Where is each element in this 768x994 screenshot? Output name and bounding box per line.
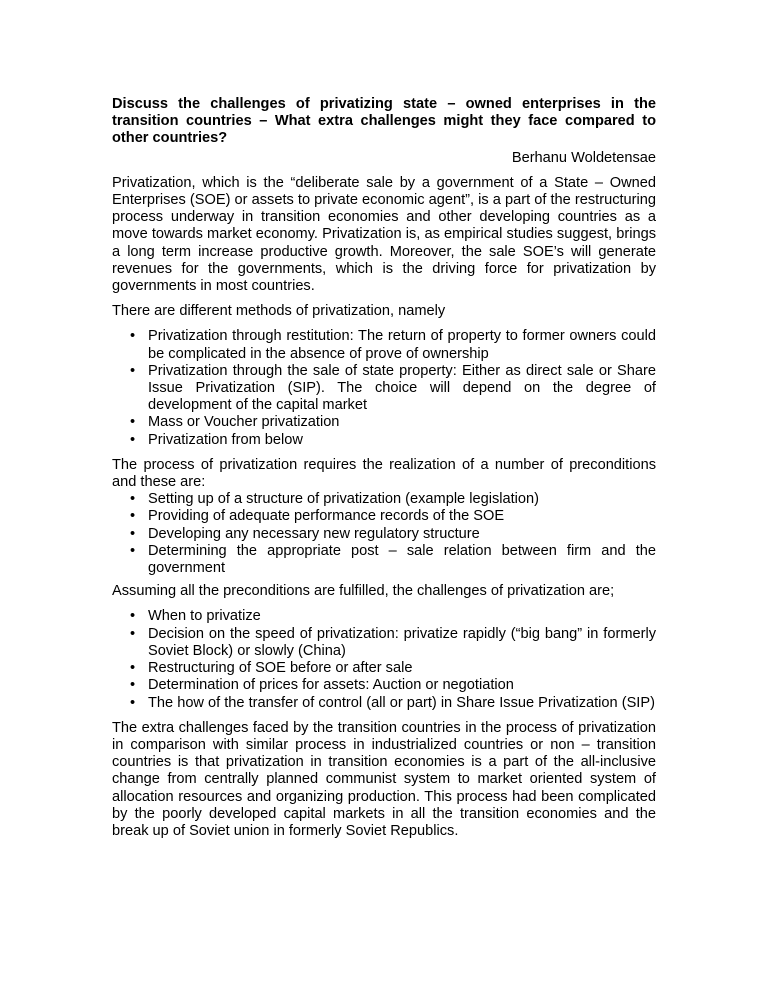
challenges-intro: Assuming all the preconditions are fulfilled, the challenges of privatization are;: [112, 583, 615, 600]
list-item: • Decision on the speed of privatization: privatize rapidly (“big bang” in formerly Soviet Block) or slowly (China): [130, 625, 656, 659]
bullet-icon: •: [130, 660, 136, 677]
bullet-icon: •: [130, 625, 136, 642]
list-item: • When to privatize: [130, 608, 261, 625]
bullet-icon: •: [130, 608, 136, 625]
list-item: • Mass or Voucher privatization: [130, 414, 340, 431]
list-item: • Restructuring of SOE before or after sale: [130, 660, 413, 677]
bullet-icon: •: [130, 525, 136, 542]
list-item: • Privatization through restitution: The return of property to former owners could be complicated in the absence of prove of ownership: [130, 328, 656, 362]
author-name: Berhanu Woldetensae: [511, 149, 656, 166]
extra-challenges-paragraph: The extra challenges faced by the transition countries in the process of privatization in comparison with similar process in industrialized countries or non – transition countries is that privatization in transition economies is a part of the all-inclusive change from centrally planned communist system to market oriented system of allocation resources and organizing production. This process had been complicated by the poorly developed capital markets in all the transition economies and the break up of Soviet union in formerly Soviet Republics.: [112, 719, 656, 839]
list-item: • Providing of adequate performance records of the SOE: [130, 508, 505, 525]
bullet-icon: •: [130, 491, 136, 508]
bullet-icon: •: [130, 677, 136, 694]
document-title: Discuss the challenges of privatizing state – owned enterprises in the transition countries – What extra challenges might they face compared to other countries?: [112, 96, 656, 147]
preconditions-intro: The process of privatization requires the realization of a number of preconditions and these are:: [112, 456, 656, 491]
bullet-icon: •: [130, 362, 136, 379]
bullet-icon: •: [130, 414, 136, 431]
list-item: • Privatization from below: [130, 431, 303, 448]
list-item: • Determination of prices for assets: Auction or negotiation: [130, 677, 514, 694]
list-item: • Setting up of a structure of privatization (example legislation): [130, 491, 539, 508]
list-item: • Developing any necessary new regulatory structure: [130, 525, 480, 542]
document-page: [112, 96, 656, 848]
bullet-icon: •: [130, 694, 136, 711]
bullet-icon: •: [130, 431, 136, 448]
bullet-icon: •: [130, 328, 136, 345]
intro-paragraph: Privatization, which is the “deliberate sale by a government of a State – Owned Enterprises (SOE) or assets to private economic agent”, is a part of the restructuring process underway in transition economies and other developing countries as a move towards market economy. Privatization is, as empirical studies suggest, brings a long term increase productive growth. Moreover, the sale SOE’s will generate revenues for the governments, which is the driving force for privatization by governments in most countries.: [112, 174, 656, 295]
list-item: • Determining the appropriate post – sale relation between firm and the government: [130, 542, 656, 577]
methods-intro: There are different methods of privatization, namely: [112, 303, 446, 320]
bullet-icon: •: [130, 508, 136, 525]
preconditions-list: [112, 491, 656, 577]
bullet-icon: •: [130, 542, 136, 559]
list-item: • Privatization through the sale of state property: Either as direct sale or Share Issue Privatization (SIP). The choice will depend on the degree of development of the capital market: [130, 362, 656, 414]
challenges-list: [112, 608, 656, 711]
methods-list: [112, 328, 656, 448]
list-item: • The how of the transfer of control (all or part) in Share Issue Privatization (SIP): [130, 694, 655, 711]
